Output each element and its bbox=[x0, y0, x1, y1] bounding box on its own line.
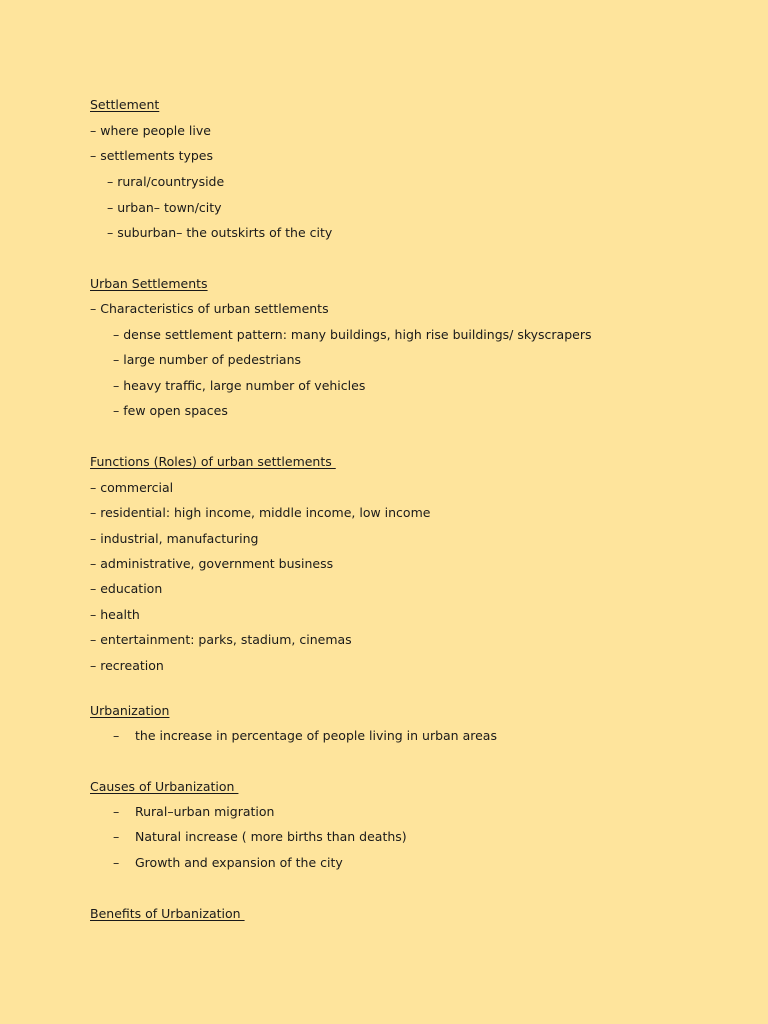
list-item: – suburban– the outskirts of the city bbox=[107, 225, 333, 240]
list-item: – entertainment: parks, stadium, cinemas bbox=[90, 632, 352, 647]
list-bullet: – bbox=[113, 829, 120, 844]
list-item: – recreation bbox=[90, 658, 164, 673]
list-item: Rural–urban migration bbox=[135, 804, 275, 819]
list-bullet: – bbox=[113, 855, 120, 870]
list-item: – few open spaces bbox=[113, 403, 228, 418]
list-item: – rural/countryside bbox=[107, 174, 225, 189]
list-item: – urban– town/city bbox=[107, 200, 222, 215]
list-item: – health bbox=[90, 607, 140, 622]
list-item: – residential: high income, middle income, low income bbox=[90, 505, 431, 520]
list-item: – Characteristics of urban settlements bbox=[90, 301, 329, 316]
heading-settlement: Settlement bbox=[90, 97, 160, 112]
list-item: – dense settlement pattern: many buildings, high rise buildings/ skyscrapers bbox=[113, 327, 592, 342]
list-item: – where people live bbox=[90, 123, 211, 138]
list-item: – commercial bbox=[90, 480, 174, 495]
list-bullet: – bbox=[113, 804, 120, 819]
list-item: – administrative, government business bbox=[90, 556, 334, 571]
list-bullet: – bbox=[113, 728, 120, 743]
heading-causes: Causes of Urbanization bbox=[90, 779, 239, 794]
list-item: Natural increase ( more births than deaths) bbox=[135, 829, 407, 844]
list-item: – large number of pedestrians bbox=[113, 352, 302, 367]
list-item: – industrial, manufacturing bbox=[90, 531, 259, 546]
heading-functions: Functions (Roles) of urban settlements bbox=[90, 454, 336, 469]
list-item: the increase in percentage of people living in urban areas bbox=[135, 728, 497, 743]
heading-urban-settlements: Urban Settlements bbox=[90, 276, 208, 291]
list-item: Growth and expansion of the city bbox=[135, 855, 343, 870]
list-item: – education bbox=[90, 581, 163, 596]
heading-urbanization: Urbanization bbox=[90, 703, 170, 718]
list-item: – heavy traffic, large number of vehicles bbox=[113, 378, 366, 393]
list-item: – settlements types bbox=[90, 148, 214, 163]
heading-benefits: Benefits of Urbanization bbox=[90, 906, 245, 921]
